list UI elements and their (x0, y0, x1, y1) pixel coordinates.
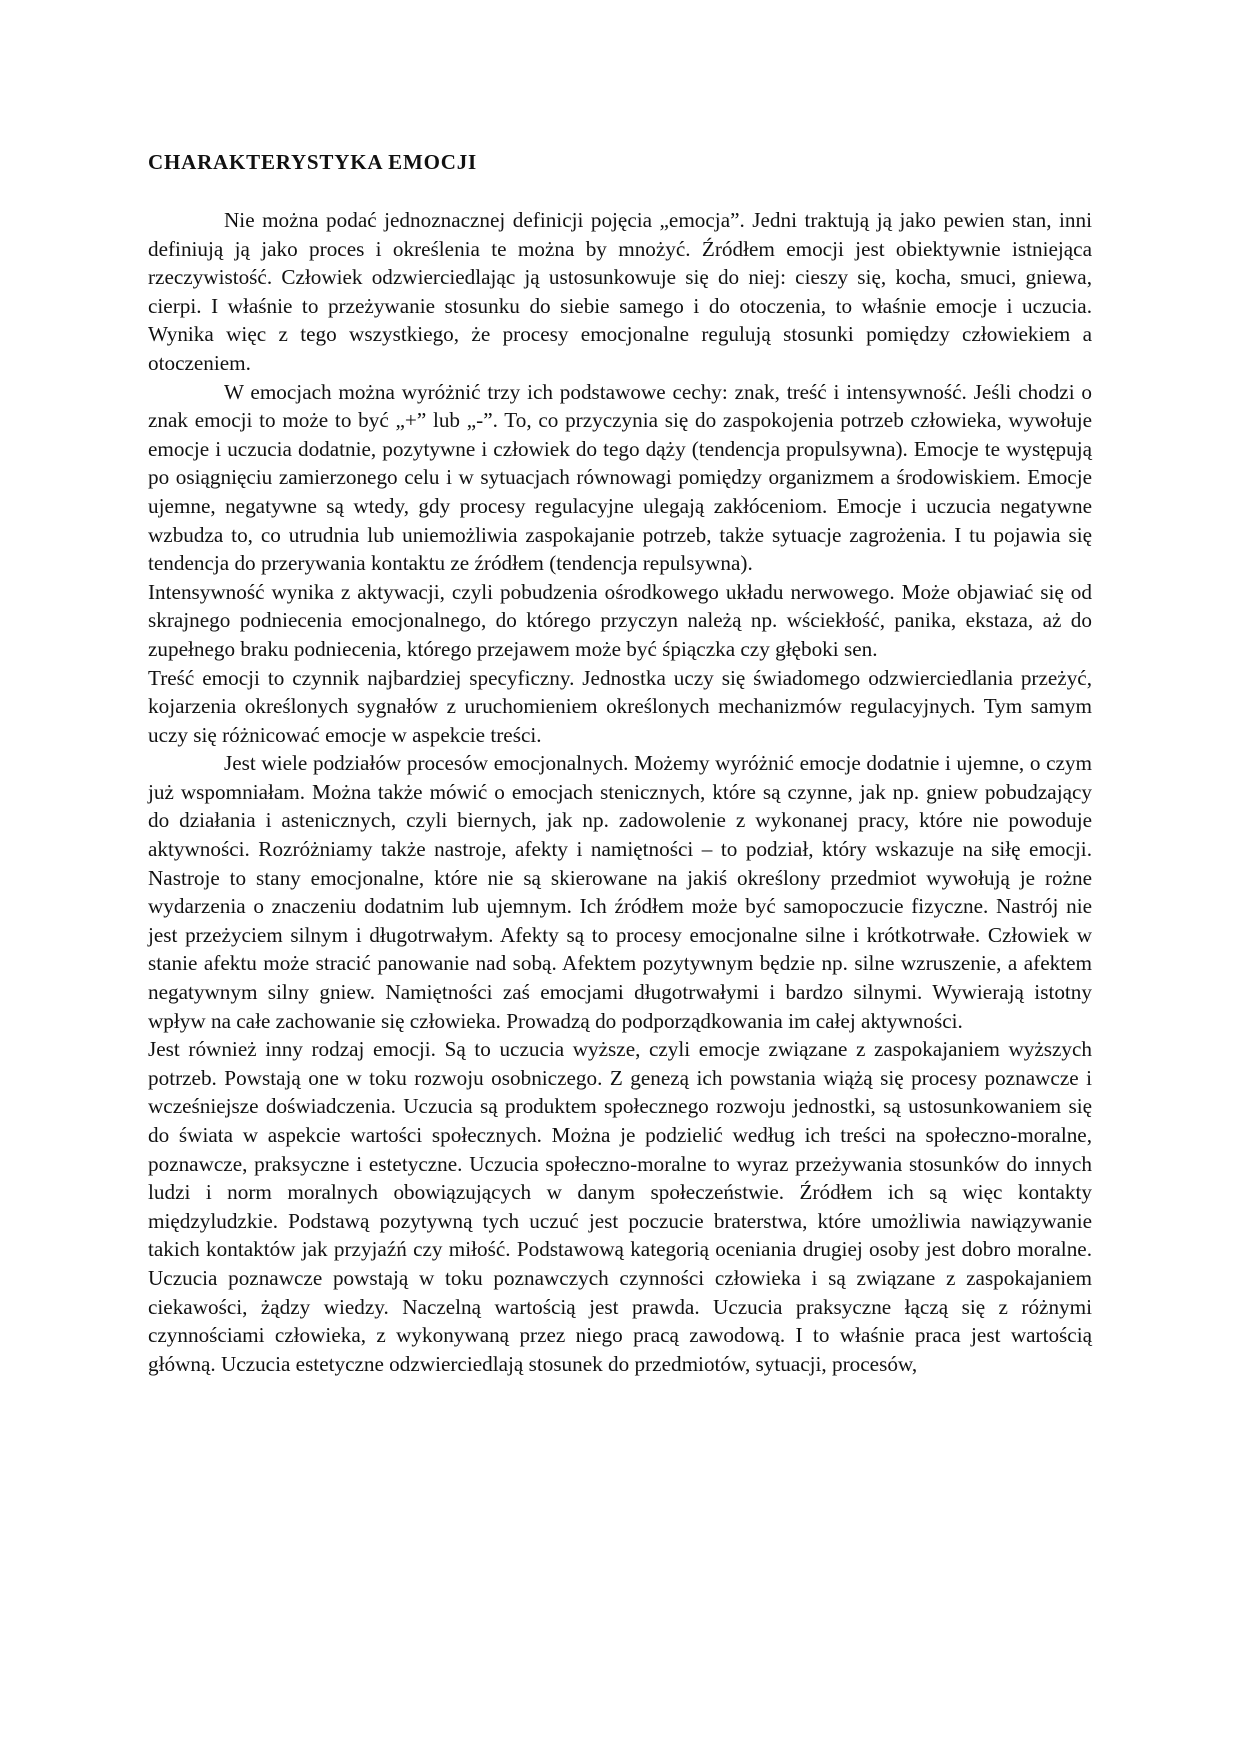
paragraph: Treść emocji to czynnik najbardziej specyficzny. Jednostka uczy się świadomego odzwierciedlania przeżyć, kojarzenia określonych sygnałów z uruchomieniem określonych mechanizmów regulacyjnych. Tym samym uczy się różnicować emocje w aspekcie treści. (148, 665, 1092, 747)
paragraph: W emocjach można wyróżnić trzy ich podstawowe cechy: znak, treść i intensywność. Jeśli chodzi o znak emocji to może to być „+” lub „-”. To, co przyczynia się do zaspokojenia potrzeb człowieka, wywołuje emocje i uczucia dodatnie, pozytywne i człowiek do tego dąży (tendencja propulsywna). Emocje te występują po osiągnięciu zamierzonego celu i w sytuacjach równowagi pomiędzy organizmem a środowiskiem. Emocje ujemne, negatywne są wtedy, gdy procesy regulacyjne ulegają zakłóceniom. Emocje i uczucia negatywne wzbudza to, co utrudnia lub uniemożliwia zaspokajanie potrzeb, także sytuacje zagrożenia. I tu pojawia się tendencja do przerywania kontaktu ze źródłem (tendencja repulsywna). (148, 379, 1092, 576)
paragraph: Jest wiele podziałów procesów emocjonalnych. Możemy wyróżnić emocje dodatnie i ujemne, o czym już wspomniałam. Można także mówić o emocjach stenicznych, które są czynne, jak np. gniew pobudzający do działania i astenicznych, czyli biernych, jak np. zadowolenie z wykonanej pracy, które nie powoduje aktywności. Rozróżniamy także nastroje, afekty i namiętności – to podział, który wskazuje na siłę emocji. Nastroje to stany emocjonalne, które nie są skierowane na jakiś określony przedmiot wywołują je rożne wydarzenia o znaczeniu dodatnim lub ujemnym. Ich źródłem może być samopoczucie fizyczne. Nastrój nie jest przeżyciem silnym i długotrwałym. Afekty są to procesy emocjonalne silne i krótkotrwałe. Człowiek w stanie afektu może stracić panowanie nad sobą. Afektem pozytywnym będzie np. silne wzruszenie, a afektem negatywnym silny gniew. Namiętności zaś emocjami długotrwałymi i bardzo silnymi. Wywierają istotny wpływ na całe zachowanie się człowieka. Prowadzą do podporządkowania im całej aktywności. (148, 751, 1092, 1033)
paragraph: Intensywność wynika z aktywacji, czyli pobudzenia ośrodkowego układu nerwowego. Może objawiać się od skrajnego podniecenia emocjonalnego, do którego przyczyn należą np. wściekłość, panika, ekstaza, aż do zupełnego braku podniecenia, którego przejawem może być śpiączka czy głęboki sen. (148, 579, 1092, 661)
document-body (148, 206, 1092, 1378)
paragraph: Nie można podać jednoznacznej definicji pojęcia „emocja”. Jedni traktują ją jako pewien stan, inni definiują ją jako proces i określenia te można by mnożyć. Źródłem emocji jest obiektywnie istniejąca rzeczywistość. Człowiek odzwierciedlając ją ustosunkowuje się do niej: cieszy się, kocha, smuci, gniewa, cierpi. I właśnie to przeżywanie stosunku do siebie samego i do otoczenia, to właśnie emocje i uczucia. Wynika więc z tego wszystkiego, że procesy emocjonalne regulują stosunki pomiędzy człowiekiem a otoczeniem. (148, 208, 1092, 375)
document-title: CHARAKTERYSTYKA EMOCJI (148, 150, 477, 174)
paragraph: Jest również inny rodzaj emocji. Są to uczucia wyższe, czyli emocje związane z zaspokajaniem wyższych potrzeb. Powstają one w toku rozwoju osobniczego. Z genezą ich powstania wiążą się procesy poznawcze i wcześniejsze doświadczenia. Uczucia są produktem społecznego rozwoju jednostki, są ustosunkowaniem się do świata w aspekcie wartości społecznych. Można je podzielić według ich treści na społeczno-moralne, poznawcze, praksyczne i estetyczne. Uczucia społeczno-moralne to wyraz przeżywania stosunków do innych ludzi i norm moralnych obowiązujących w danym społeczeństwie. Źródłem ich są więc kontakty międzyludzkie. Podstawą pozytywną tych uczuć jest poczucie braterstwa, które umożliwia nawiązywanie takich kontaktów jak przyjaźń czy miłość. Podstawową kategorią oceniania drugiej osoby jest dobro moralne. Uczucia poznawcze powstają w toku poznawczych czynności człowieka i są związane z zaspokajaniem ciekawości, żądzy wiedzy. Naczelną wartością jest prawda. Uczucia praksyczne łączą się z różnymi czynnościami człowieka, z wykonywaną przez niego pracą zawodową. I to właśnie praca jest wartością główną. Uczucia estetyczne odzwierciedlają stosunek do przedmiotów, sytuacji, procesów, (148, 1037, 1092, 1376)
